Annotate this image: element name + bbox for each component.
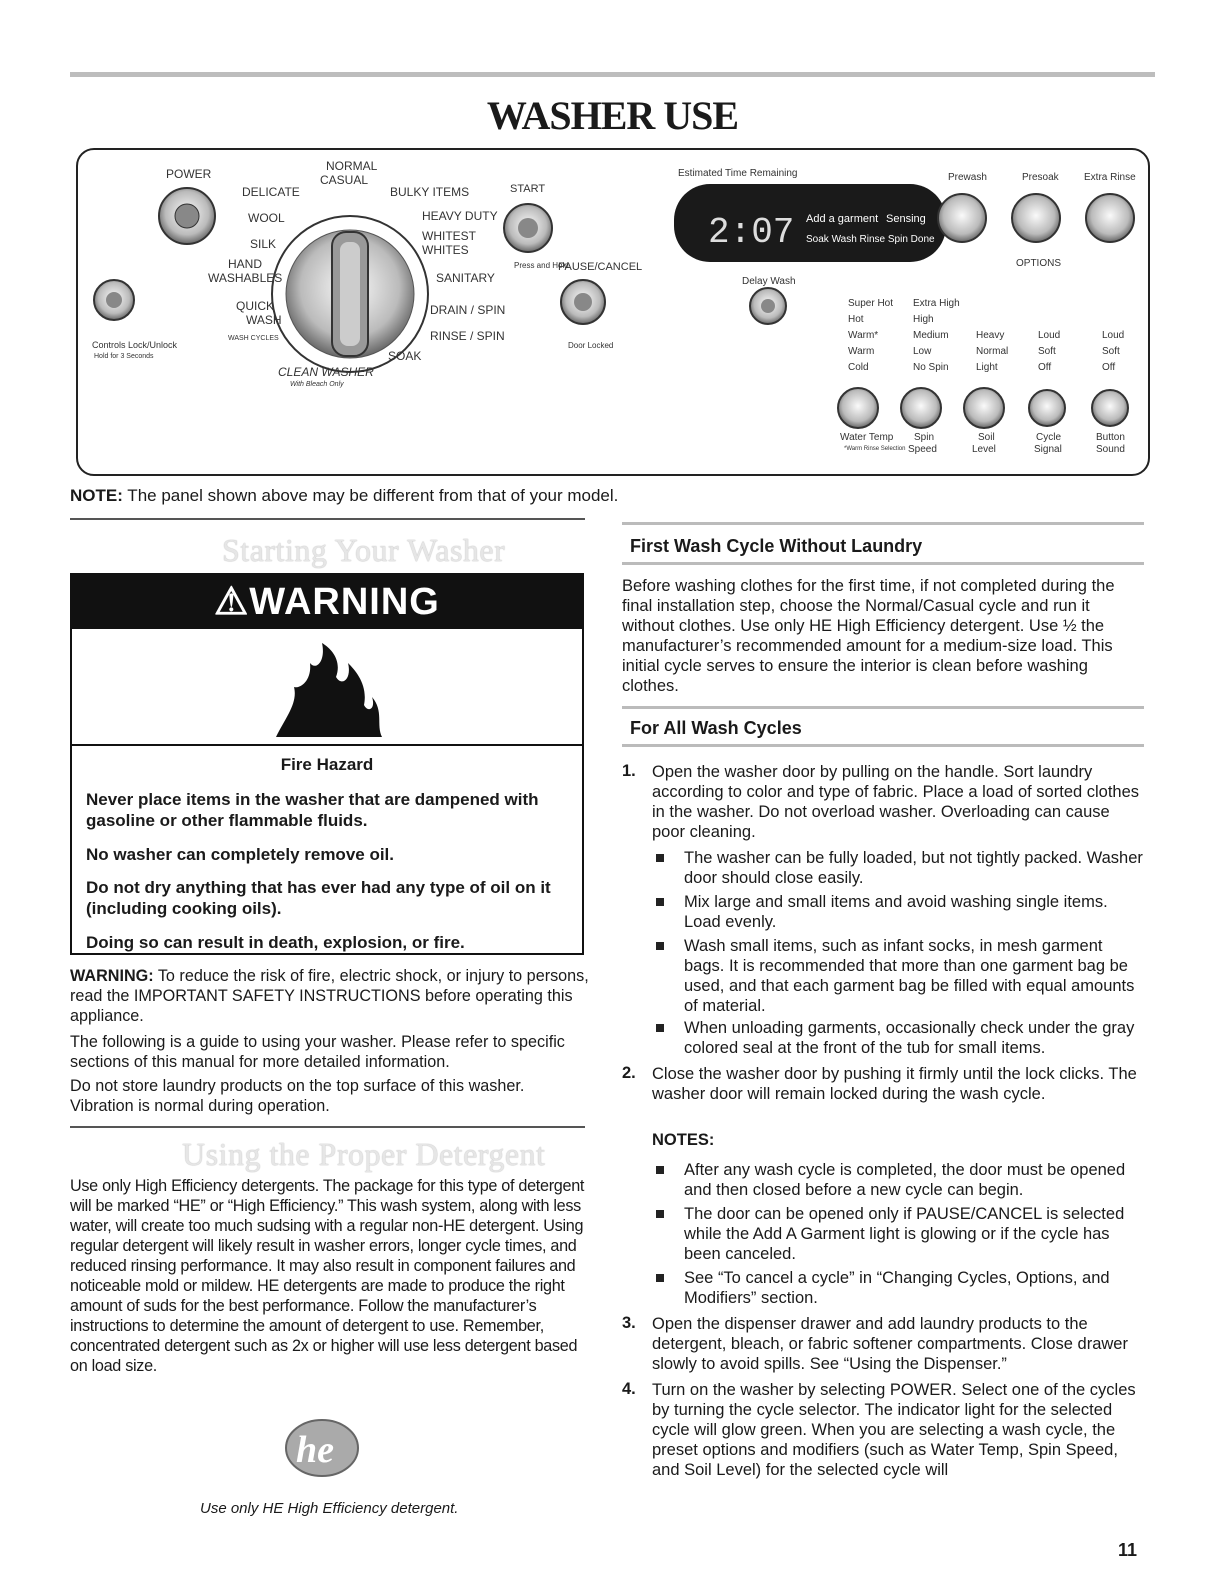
right-rule-1	[622, 522, 1144, 525]
cycle-sanitary: SANITARY	[436, 271, 495, 285]
prewash-label: Prewash	[948, 172, 987, 183]
note-text: The panel shown above may be different from that of your model.	[122, 486, 619, 505]
step-3-text: Open the dispenser drawer and add laundry products to the detergent, bleach, or fabric softener compartments. Close drawer slowly to avoid spills. See “Using the Dispenser.”	[652, 1315, 1128, 1373]
cycle-whitest: WHITEST	[422, 229, 476, 243]
cycle-signal-button	[1029, 390, 1065, 426]
cycle-silk: SILK	[250, 237, 277, 251]
heading-detergent: Using the Proper Detergent	[182, 1136, 546, 1172]
water-temp-option: Warm*	[848, 330, 879, 341]
water-temp-label: Water Temp	[840, 432, 894, 443]
warning-separator	[72, 744, 582, 746]
bullet	[656, 898, 664, 906]
power-label: POWER	[166, 167, 212, 181]
soil-level-option: Normal	[976, 346, 1009, 357]
fire-hazard: Fire Hazard	[280, 755, 374, 774]
step-1-bullet-1: The washer can be fully loaded, but not tightly packed. Washer door should close easily.	[684, 849, 1143, 887]
power-button	[159, 167, 215, 244]
bullet	[656, 854, 664, 862]
warning-triangle-icon: ⚠	[214, 581, 250, 623]
warning-line-1: Never place items in the washer that are dampened with gasoline or other flammable fluids.	[86, 790, 539, 830]
storage-paragraph: Do not store laundry products on the top surface of this washer. Vibration is normal during operation.	[70, 1077, 525, 1115]
controls-lock-label: Controls Lock/Unlock	[92, 340, 178, 350]
cycle-heavy-duty: HEAVY DUTY	[422, 209, 498, 223]
top-rule	[70, 72, 1155, 77]
pause-label: PAUSE/CANCEL	[558, 261, 643, 273]
press-hold-label: Press and Hold	[514, 261, 569, 270]
step-2-number: 2.	[622, 1064, 636, 1082]
pause-cancel-button	[558, 261, 642, 350]
water-temp-option: Warm	[848, 346, 875, 357]
soil-level-button	[964, 388, 1004, 428]
note-label: NOTE:	[70, 486, 123, 505]
cycle-bulky: BULKY ITEMS	[390, 185, 470, 199]
left-rule-2	[70, 1126, 585, 1128]
cycle-whites: WHITES	[422, 243, 469, 257]
button-label: Button	[1096, 432, 1125, 443]
page-title: WASHER USE	[486, 93, 739, 138]
cycle-normal: NORMAL	[326, 159, 378, 173]
warm-rinse-label: *Warm Rinse Selection	[844, 446, 906, 452]
soil-level-option: Heavy	[976, 330, 1005, 341]
water-temp-option: Hot	[848, 314, 864, 325]
bullet	[656, 1210, 664, 1218]
button-sound-option: Soft	[1102, 346, 1120, 357]
step-2-text: Close the washer door by pushing it firmly until the lock clicks. The washer door will remain locked during the wash cycle.	[652, 1065, 1137, 1103]
he-logo	[284, 1418, 360, 1478]
right-rule-4	[622, 744, 1144, 747]
step-1-bullet-3: Wash small items, such as infant socks, in mesh garment bags. It is recommended that more than one garment bag be used, and that each garment bag be filled with equal amounts of material.	[684, 937, 1135, 1015]
warning-label: WARNING:	[70, 967, 154, 985]
options-label: OPTIONS	[1016, 258, 1062, 269]
step-1-number: 1.	[622, 762, 636, 780]
sound-label: Sound	[1096, 444, 1125, 455]
display-sensing: Sensing	[886, 213, 926, 225]
button-sound-option: Loud	[1102, 330, 1125, 341]
spin-speed-option: No Spin	[913, 362, 949, 373]
step-4-text: Turn on the washer by selecting POWER. Select one of the cycles by turning the cycle selector. The indicator light for the selected cycle will glow green. When you are selecting a wash cycle, the preset options and modifiers (such as Water Temp, Spin Speed, and Soil Level) for the selected cycle will	[652, 1381, 1136, 1479]
note-3: See “To cancel a cycle” in “Changing Cycles, Options, and Modifiers” section.	[684, 1269, 1110, 1307]
door-locked-label: Door Locked	[568, 341, 614, 350]
fire-icon	[272, 641, 386, 741]
spin-speed-option: High	[913, 314, 934, 325]
signal-label: Signal	[1034, 444, 1062, 455]
warning-line-4: Doing so can result in death, explosion, or fire.	[86, 933, 465, 952]
heading-all-cycles: For All Wash Cycles	[630, 718, 802, 738]
warning-title: WARNING	[249, 581, 440, 623]
note-1: After any wash cycle is completed, the door must be opened and then closed before a new cycle can begin.	[684, 1161, 1126, 1199]
bullet	[656, 1274, 664, 1282]
cycle-wash-cycles: WASH CYCLES	[228, 335, 279, 342]
control-panel-illustration	[76, 148, 1150, 476]
cycle-signal-option: Off	[1038, 362, 1052, 373]
spin-speed-option: Extra High	[913, 298, 960, 309]
extra-rinse-button	[1086, 194, 1134, 242]
spin-label: Spin	[914, 432, 935, 443]
cycle-casual: CASUAL	[320, 173, 369, 187]
cycle-delicate: DELICATE	[242, 185, 300, 199]
display-add-garment: Add a garment	[806, 213, 879, 225]
heading-first-wash: First Wash Cycle Without Laundry	[630, 536, 923, 556]
right-rule-2	[622, 562, 1144, 565]
speed-label: Speed	[908, 444, 937, 455]
step-1-bullet-4: When unloading garments, occasionally check under the gray colored seal at the front of the tub for small items.	[684, 1019, 1135, 1057]
prewash-button	[938, 194, 986, 242]
estimated-label: Estimated Time Remaining	[678, 168, 798, 179]
spin-speed-option: Low	[913, 346, 932, 357]
detergent-paragraph: Use only High Efficiency detergents. The package for this type of detergent will be marked “HE” or “High Efficiency.” This wash system, along with less water, will create too much sudsing with a regular non-HE detergent. Using regular detergent will likely result in washer errors, longer cycle times, and reduced rinsing performance. It may also result in component failures and noticeable mold or mildew. HE detergents are made to produce the right amount of suds for the best performance. Follow the manufacturer’s instructions to determine the amount of detergent to use. Remember, concentrated detergent such as 2x or higher will use less detergent based on load size.	[70, 1177, 585, 1375]
warning-line-3: Do not dry anything that has ever had any type of oil on it (including cooking oils).	[86, 878, 551, 918]
level-label: Level	[972, 444, 996, 455]
button-sound-option: Off	[1102, 362, 1116, 373]
bullet	[656, 1166, 664, 1174]
cycle-rinse-spin: RINSE / SPIN	[430, 329, 505, 343]
step-3-number: 3.	[622, 1314, 636, 1332]
water-temp-option: Super Hot	[848, 298, 894, 309]
cycle-wool: WOOL	[248, 211, 285, 225]
controls-lock-button	[92, 280, 178, 360]
step-4-number: 4.	[622, 1380, 636, 1398]
cycle-signal-option: Loud	[1038, 330, 1061, 341]
delay-wash-button	[750, 288, 786, 324]
cycle-label: Cycle	[1036, 432, 1062, 443]
left-rule-1	[70, 518, 585, 520]
start-button	[504, 183, 569, 270]
cycle-signal-option: Soft	[1038, 346, 1056, 357]
he-caption: Use only HE High Efficiency detergent.	[200, 1500, 459, 1517]
page-number: 11	[1118, 1540, 1138, 1560]
heading-starting: Starting Your Washer	[222, 532, 506, 568]
soil-label: Soil	[978, 432, 995, 443]
cycle-clean-washer: CLEAN WASHER	[278, 365, 374, 379]
panel-note	[70, 486, 618, 506]
bullet	[656, 1024, 664, 1032]
note-2: The door can be opened only if PAUSE/CANCEL is selected while the Add A Garment light is glowing or if the cycle has been canceled.	[684, 1205, 1125, 1263]
warning-line-2: No washer can completely remove oil.	[86, 845, 395, 864]
spin-speed-button	[901, 388, 941, 428]
water-temp-button	[838, 388, 878, 428]
warning-text: To reduce the risk of fire, electric shock, or injury to persons, read the IMPORTANT SAFETY INSTRUCTIONS before operating this appliance.	[70, 967, 589, 1025]
button-sound-button	[1092, 390, 1128, 426]
step-1-text: Open the washer door by pulling on the handle. Sort laundry according to color and type of fabric. Place a load of sorted clothes in the washer. Do not overload washer. Overloading can cause poor cleaning.	[652, 763, 1140, 841]
cycle-hand: HAND	[228, 257, 263, 271]
cycle-quick: QUICK	[236, 299, 275, 313]
hold-label: Hold for 3 Seconds	[94, 353, 154, 360]
cycle-washables: WASHABLES	[208, 271, 283, 285]
delay-wash-label: Delay Wash	[742, 276, 796, 287]
first-wash-paragraph: Before washing clothes for the first time, if not completed during the final installation step, choose the Normal/Casual cycle and run it without clothes. Use only HE High Efficiency detergent. Use ½ the manufacturer’s recommended amount for a medium-size load. This initial cycle serves to ensure the interior is clean before washing clothes.	[622, 577, 1115, 695]
cycle-wash: WASH	[246, 313, 282, 327]
guide-paragraph: The following is a guide to using your washer. Please refer to specific sections of this manual for more detailed information.	[70, 1033, 565, 1071]
notes-label: NOTES:	[652, 1131, 715, 1149]
water-temp-option: Cold	[848, 362, 869, 373]
time-display	[674, 184, 946, 262]
spin-speed-option: Medium	[913, 330, 949, 341]
extra-rinse-label: Extra Rinse	[1084, 172, 1136, 183]
display-stages: Soak Wash Rinse Spin Done	[806, 234, 935, 245]
cycle-soak: SOAK	[388, 349, 422, 363]
display-time: 2:07	[708, 212, 795, 253]
right-rule-3	[622, 706, 1144, 709]
presoak-button	[1012, 194, 1060, 242]
step-1-bullet-2: Mix large and small items and avoid washing single items. Load evenly.	[684, 893, 1108, 931]
bullet	[656, 942, 664, 950]
presoak-label: Presoak	[1022, 172, 1059, 183]
cycle-drain-spin: DRAIN / SPIN	[430, 303, 506, 317]
start-label: START	[510, 183, 546, 195]
soil-level-option: Light	[976, 362, 998, 373]
warning-paragraph	[70, 966, 590, 1026]
he-logo-text: he	[296, 1429, 334, 1471]
cycle-with-bleach: With Bleach Only	[290, 381, 344, 388]
warning-header	[70, 573, 584, 629]
warning-box	[70, 573, 584, 955]
